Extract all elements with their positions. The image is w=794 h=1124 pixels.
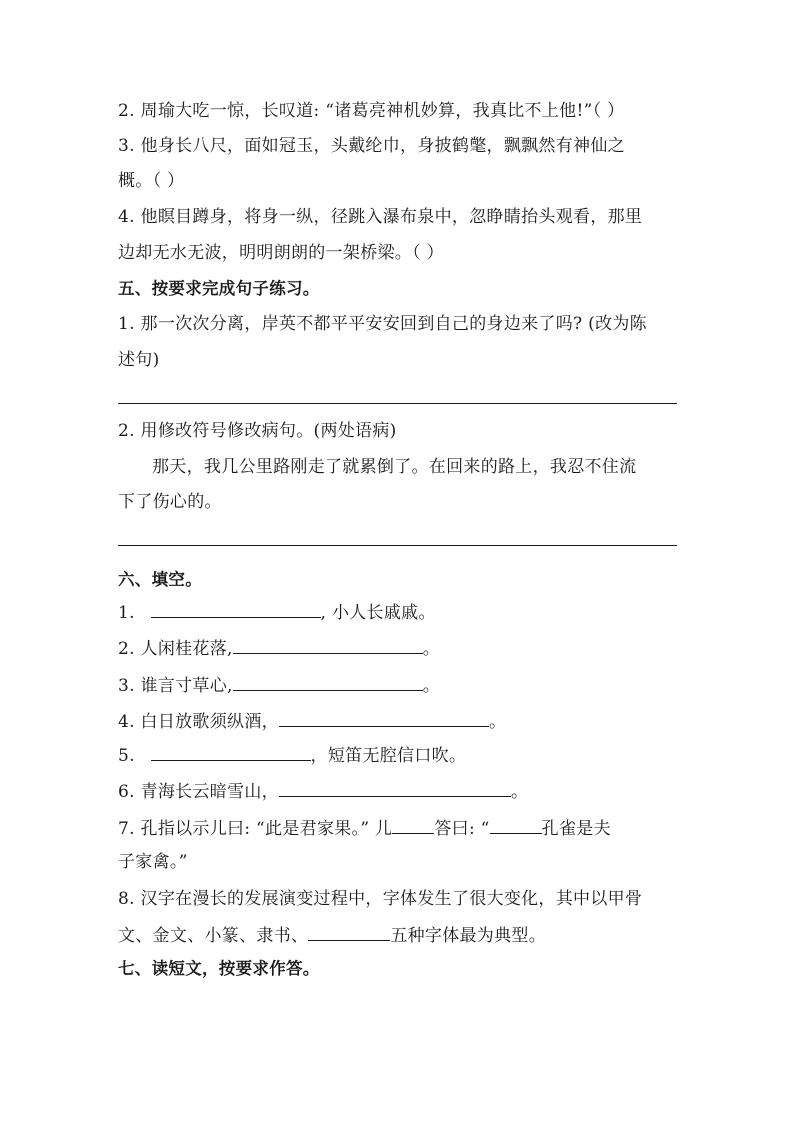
question-text: 2. 周瑜大吃一惊，长叹道: “诸葛亮神机妙算，我真比不上他!”（ ） (118, 101, 625, 121)
question-5-2-sentence-line2 (118, 491, 222, 513)
sentence-text: 那天，我几公里路刚走了就累倒了。在回来的路上，我忍不住流 (152, 457, 637, 477)
question-4-3-line2 (118, 170, 184, 192)
question-4-4-line1 (118, 206, 642, 228)
fill-blank[interactable] (308, 923, 390, 941)
fill-blank[interactable] (151, 743, 311, 761)
sentence-text: 下了伤心的。 (118, 492, 222, 512)
fill-item-5 (118, 743, 466, 767)
item-text: 答曰: “ (434, 819, 490, 839)
question-5-1-line1 (118, 313, 647, 335)
item-text: 五种字体最为典型。 (390, 926, 547, 946)
fill-item-3 (118, 673, 440, 697)
fill-blank[interactable] (279, 779, 511, 797)
question-5-1-line2 (118, 349, 160, 371)
section-6-heading: 六、填空。 (118, 570, 202, 589)
item-text: 。 (510, 782, 529, 802)
fill-item-8-line1 (118, 888, 642, 910)
fill-item-1 (118, 600, 436, 624)
item-text: 文、金文、小篆、隶书、 (118, 926, 309, 946)
section-7-heading: 七、读短文，按要求作答。 (118, 959, 320, 978)
item-text: ，短笛无腔信口吹。 (310, 746, 467, 766)
question-text: 2. 用修改符号修改病句。(两处语病) (118, 421, 397, 441)
answer-line-5-1[interactable] (118, 403, 677, 404)
item-number: 5. (118, 746, 135, 766)
fill-item-7-line2 (118, 851, 188, 873)
fill-blank[interactable] (233, 636, 423, 654)
question-text: 1. 那一次次分离，岸英不都平平安安回到自己的身边来了吗? (改为陈 (118, 314, 647, 334)
fill-item-4 (118, 709, 506, 733)
fill-blank[interactable] (392, 816, 434, 834)
fill-item-6 (118, 779, 528, 803)
question-text: 3. 他身长八尺，面如冠玉，头戴纶巾，身披鹤氅，飘飘然有神仙之 (118, 136, 625, 156)
item-text: 3. 谁言寸草心, (118, 676, 233, 696)
item-text: 6. 青海长云暗雪山， (118, 782, 279, 802)
item-text: 4. 白日放歌须纵酒， (118, 712, 279, 732)
question-text: 边却无水无波，明明朗朗的一架桥梁。（ ） (118, 243, 444, 263)
question-5-2-title (118, 420, 397, 442)
item-text: 。 (422, 639, 441, 659)
question-text: 4. 他瞑目蹲身，将身一纵，径跳入瀑布泉中，忽睁睛抬头观看，那里 (118, 207, 643, 227)
item-text: 2. 人闲桂花落, (118, 639, 233, 659)
question-text: 述句) (118, 350, 160, 370)
item-text: 。 (488, 712, 507, 732)
question-4-4-line2 (118, 242, 444, 264)
question-4-3-line1 (118, 135, 625, 157)
item-text: 孔雀是夫 (541, 819, 611, 839)
fill-blank[interactable] (151, 600, 321, 618)
fill-item-2 (118, 636, 440, 660)
fill-item-7-line1 (118, 816, 611, 840)
fill-blank[interactable] (233, 673, 423, 691)
item-text: 。 (422, 676, 441, 696)
question-5-2-sentence-line1 (152, 456, 636, 478)
item-text: 子家禽。” (118, 852, 188, 872)
item-text: 7. 孔指以示儿曰: “此是君家果。” 儿 (118, 819, 393, 839)
question-text: 概。（ ） (118, 171, 185, 191)
fill-blank[interactable] (279, 709, 489, 727)
answer-line-5-2[interactable] (118, 545, 677, 546)
fill-blank[interactable] (490, 816, 542, 834)
question-4-2 (118, 100, 624, 122)
fill-item-8-line2 (118, 923, 546, 947)
item-number: 1. (118, 603, 135, 623)
section-5-heading: 五、按要求完成句子练习。 (118, 279, 320, 298)
item-text: 8. 汉字在漫长的发展演变过程中，字体发生了很大变化，其中以甲骨 (118, 889, 643, 909)
item-text: , 小人长戚戚。 (320, 603, 436, 623)
